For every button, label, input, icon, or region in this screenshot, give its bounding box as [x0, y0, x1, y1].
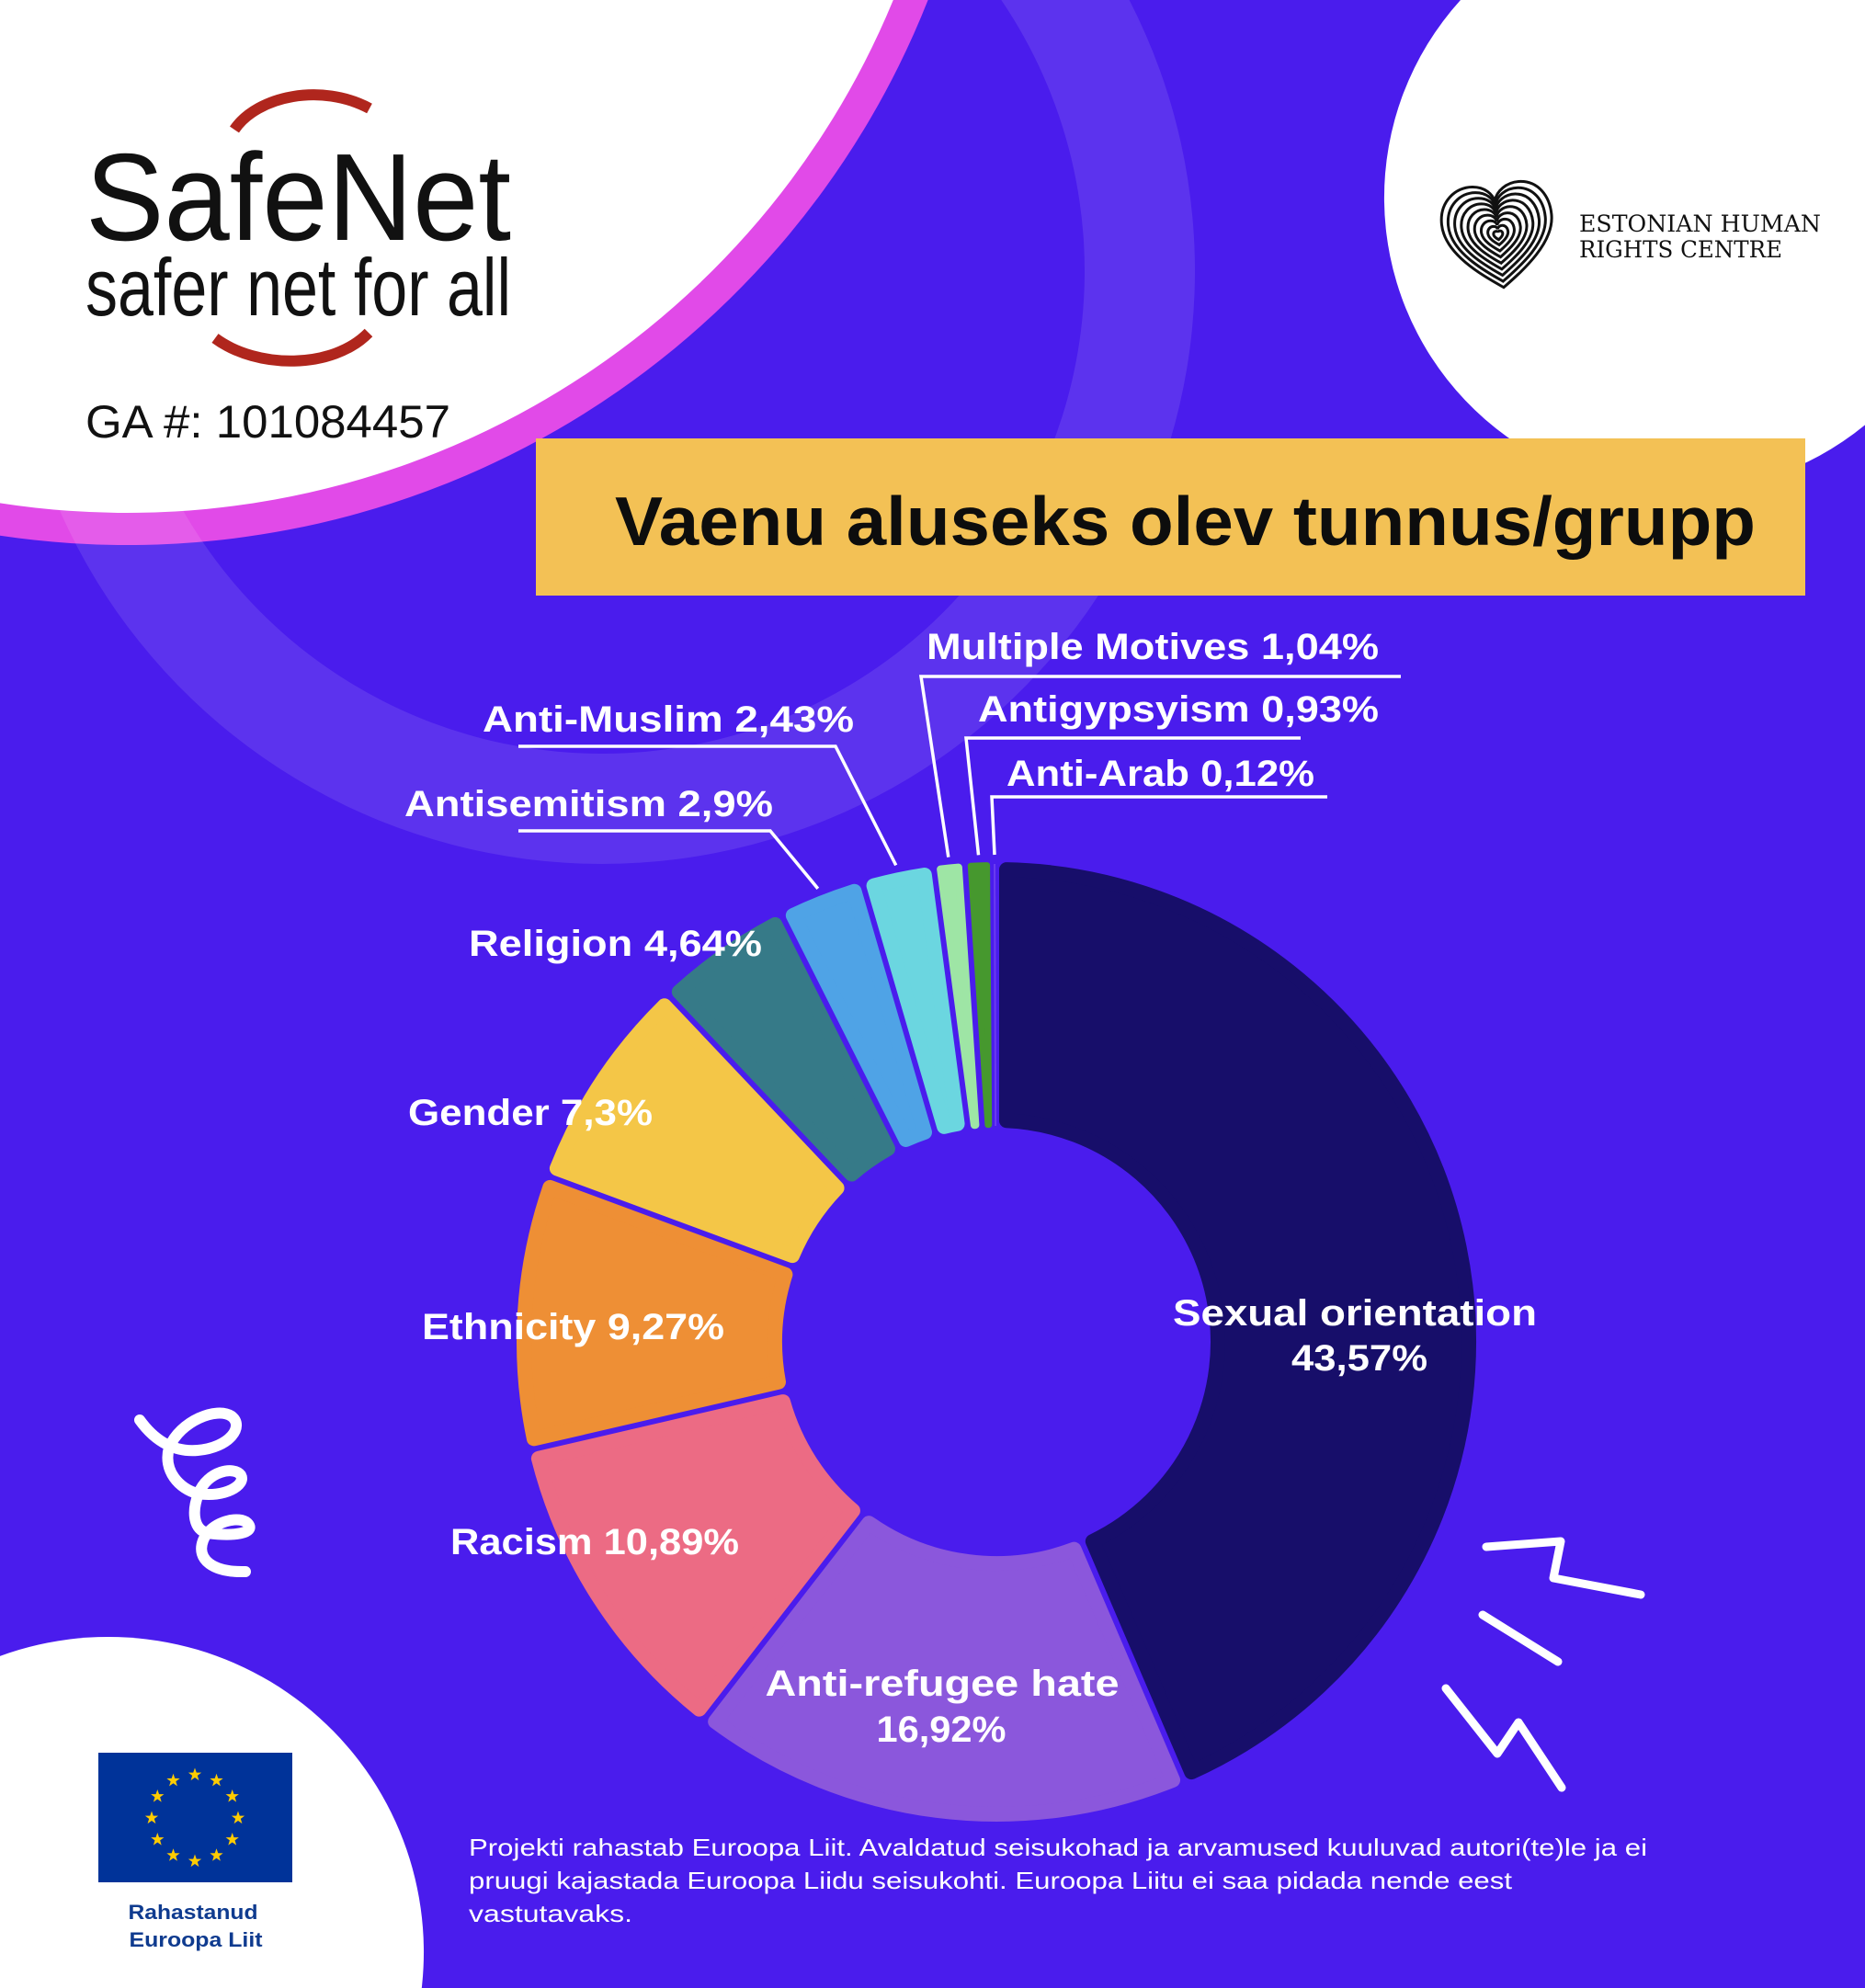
eu-funding-line2: Euroopa Liit: [129, 1928, 264, 1951]
slice-label-anti-muslim: Anti-Muslim 2,43%: [483, 699, 854, 740]
slice-label-anti-refugee-hate: Anti-refugee hate: [765, 1664, 1120, 1704]
slice-label-antisemitism: Antisemitism 2,9%: [404, 784, 773, 824]
eu-funding-line1: Rahastanud: [128, 1901, 258, 1924]
disclaimer-line: Projekti rahastab Euroopa Liit. Avaldatud seisukohad ja arvamused kuuluvad autori(te)le ja ei: [469, 1834, 1647, 1861]
slice-value-anti-refugee-hate: 16,92%: [876, 1710, 1006, 1750]
safenet-logo: [85, 95, 511, 361]
safenet-logo-title: SafeNet: [85, 128, 511, 267]
slice-label-gender: Gender 7,3%: [408, 1093, 653, 1133]
slice-label-religion: Religion 4,64%: [469, 924, 762, 964]
disclaimer-line: vastutavaks.: [469, 1900, 632, 1927]
slice-label-antigypsyism: Antigypsyism 0,93%: [978, 689, 1379, 730]
partner-name-line2: RIGHTS CENTRE: [1579, 236, 1782, 263]
slice-label-racism: Racism 10,89%: [450, 1522, 739, 1562]
slice-value-sexual-orientation: 43,57%: [1291, 1338, 1427, 1379]
slice-label-multiple-motives: Multiple Motives 1,04%: [927, 627, 1379, 667]
chart-title: Vaenu aluseks olev tunnus/grupp: [615, 483, 1756, 560]
partner-name-line1: ESTONIAN HUMAN: [1579, 210, 1821, 237]
slice-label-ethnicity: Ethnicity 9,27%: [422, 1307, 724, 1347]
slice-label-sexual-orientation: Sexual orientation: [1173, 1293, 1537, 1334]
slice-label-anti-arab: Anti-Arab 0,12%: [1006, 754, 1314, 794]
safenet-logo-tagline: safer net for all: [85, 242, 511, 333]
disclaimer-line: pruugi kajastada Euroopa Liidu seisukohti. Euroopa Liitu ei saa pidada nende eest: [469, 1867, 1513, 1894]
grant-agreement-number: GA #: 101084457: [85, 396, 450, 448]
